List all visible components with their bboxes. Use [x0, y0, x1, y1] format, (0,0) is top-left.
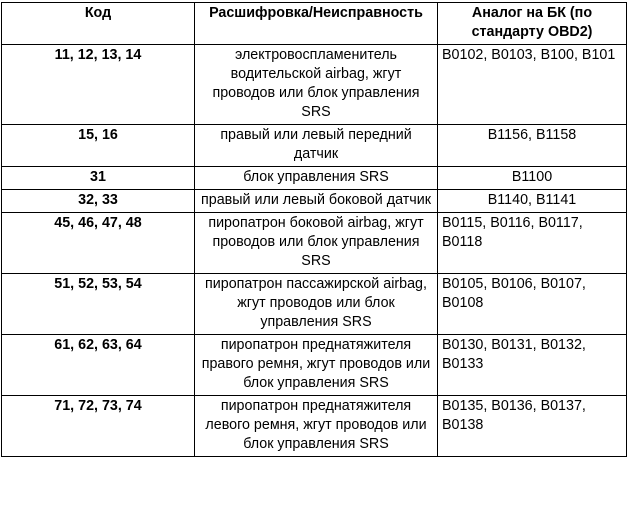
table-row: [2, 213, 627, 274]
row-code: 11, 12, 13, 14: [2, 45, 195, 125]
header-obd-analog: Аналог на БК (по стандарту OBD2): [438, 3, 627, 45]
row-obd-analog: B0105, B0106, B0107, B0108: [438, 274, 627, 335]
row-description: пиропатрон боковой airbag, жгут проводов или блок управления SRS: [195, 213, 438, 274]
row-obd-analog: B0130, B0131, B0132, B0133: [438, 335, 627, 396]
row-obd-analog: B1140, B1141: [438, 190, 627, 213]
srs-codes-table: [1, 2, 627, 457]
table-row: [2, 335, 627, 396]
row-code: 31: [2, 167, 195, 190]
table-header-row: [2, 3, 627, 45]
row-obd-analog: B0115, B0116, B0117, B0118: [438, 213, 627, 274]
row-obd-analog: B1100: [438, 167, 627, 190]
table-row: [2, 396, 627, 457]
row-obd-analog: B0102, B0103, B100, B101: [438, 45, 627, 125]
table-row: [2, 190, 627, 213]
table-row: [2, 167, 627, 190]
table-row: [2, 274, 627, 335]
header-code: Код: [2, 3, 195, 45]
row-description: блок управления SRS: [195, 167, 438, 190]
table-row: [2, 45, 627, 125]
row-description: правый или левый передний датчик: [195, 125, 438, 167]
row-code: 61, 62, 63, 64: [2, 335, 195, 396]
row-obd-analog: B1156, B1158: [438, 125, 627, 167]
row-code: 71, 72, 73, 74: [2, 396, 195, 457]
row-description: пиропатрон преднатяжителя правого ремня, жгут проводов или блок управления SRS: [195, 335, 438, 396]
row-description: правый или левый боковой датчик: [195, 190, 438, 213]
row-code: 15, 16: [2, 125, 195, 167]
row-obd-analog: B0135, B0136, B0137, B0138: [438, 396, 627, 457]
table-row: [2, 125, 627, 167]
row-code: 32, 33: [2, 190, 195, 213]
row-code: 51, 52, 53, 54: [2, 274, 195, 335]
header-description: Расшифровка/Неисправность: [195, 3, 438, 45]
row-description: пиропатрон пассажирской airbag, жгут проводов или блок управления SRS: [195, 274, 438, 335]
row-description: пиропатрон преднатяжителя левого ремня, жгут проводов или блок управления SRS: [195, 396, 438, 457]
row-code: 45, 46, 47, 48: [2, 213, 195, 274]
row-description: электровоспламенитель водительской airbag, жгут проводов или блок управления SRS: [195, 45, 438, 125]
